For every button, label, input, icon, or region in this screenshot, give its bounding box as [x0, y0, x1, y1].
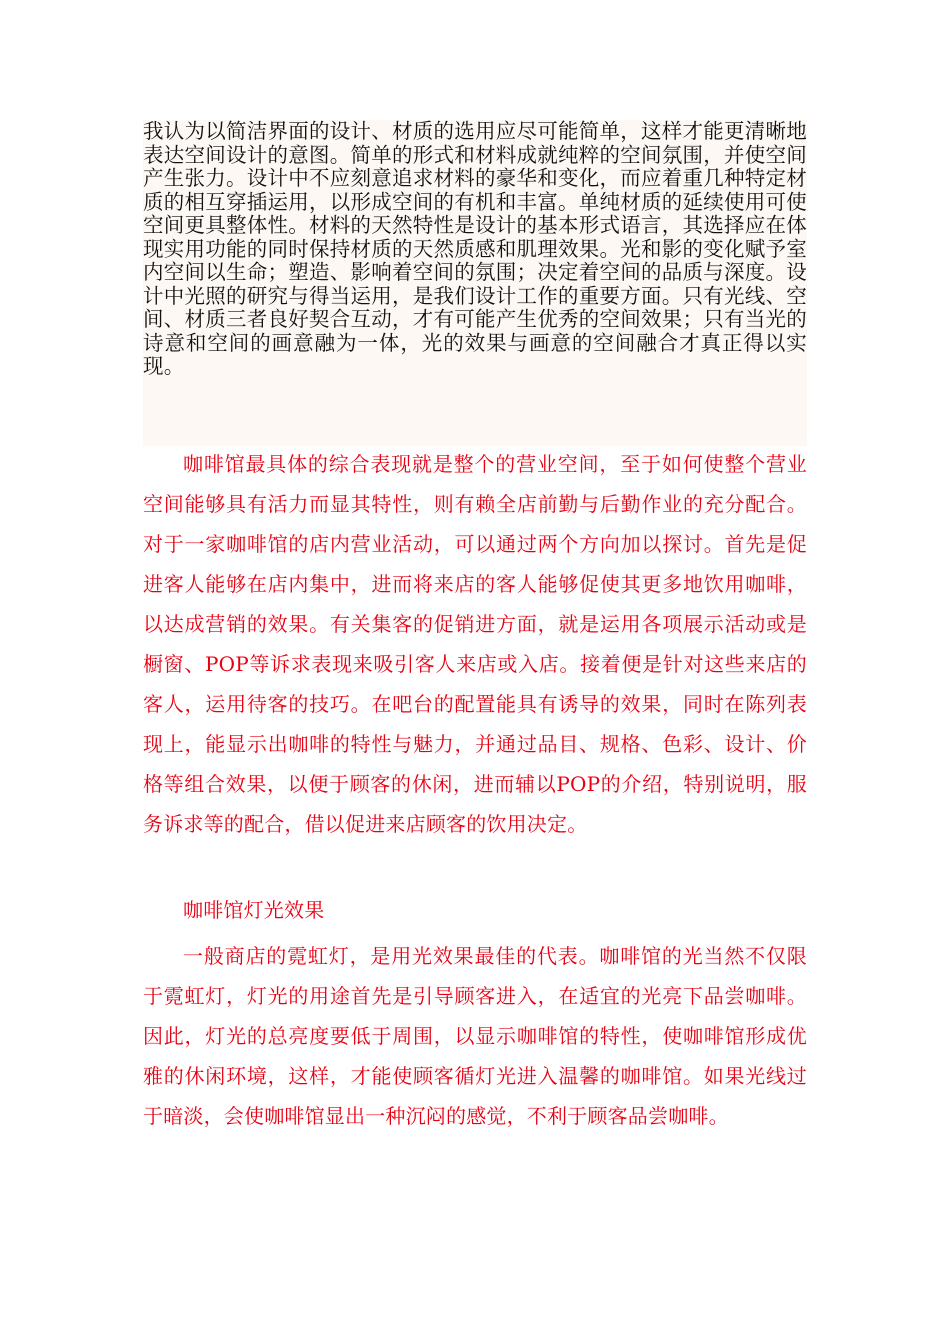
paragraph-space-design: 我认为以简洁界面的设计、材质的选用应尽可能简单，这样才能更清晰地表达空间设计的意图。简单的形式和材料成就纯粹的空间氛围，并使空间产生张力。设计中不应刻意追求材料的豪华和变化，而应着重几种特定材质的相互穿插运用，以形成空间的有机和丰富。单纯材质的延续使用可使空间更具整体性。材料的天然特性是设计的基本形式语言，其选择应在体现实用功能的同时保持材质的天然质感和肌理效果。光和影的变化赋予室内空间以生命；塑造、影响着空间的氛围；决定着空间的品质与深度。设计中光照的研究与得当运用，是我们设计工作的重要方面。只有光线、空间、材质三者良好契合互动，才有可能产生优秀的空间效果；只有当光的诗意和空间的画意融为一体，光的效果与画意的空间融合才真正得以实现。	[143, 119, 807, 378]
highlighted-text-block	[143, 120, 807, 446]
paragraph-cafe-lighting: 一般商店的霓虹灯，是用光效果最佳的代表。咖啡馆的光当然不仅限于霓虹灯，灯光的用途首先是引导顾客进入，在适宜的光亮下品尝咖啡。因此，灯光的总亮度要低于周围，以显示咖啡馆的特性，使咖啡馆形成优雅的休闲环境，这样，才能使顾客循灯光进入温馨的咖啡馆。如果光线过于暗淡，会使咖啡馆显出一种沉闷的感觉，不利于顾客品尝咖啡。	[143, 944, 807, 1128]
paragraph-cafe-business-space: 咖啡馆最具体的综合表现就是整个的营业空间，至于如何使整个营业空间能够具有活力而显其特性，则有赖全店前勤与后勤作业的充分配合。对于一家咖啡馆的店内营业活动，可以通过两个方向加以探讨。首先是促进客人能够在店内集中，进而将来店的客人能够促使其更多地饮用咖啡，以达成营销的效果。有关集客的促销进方面，就是运用各项展示活动或是橱窗、POP等诉求表现来吸引客人来店或入店。接着便是针对这些来店的客人，运用待客的技巧。在吧台的配置能具有诱导的效果，同时在陈列表现上，能显示出咖啡的特性与魅力，并通过品目、规格、色彩、设计、价格等组合效果，以便于顾客的休闲，进而辅以POP的介绍，特别说明，服务诉求等的配合，借以促进来店顾客的饮用决定。	[143, 452, 807, 836]
section-heading-cafe-lighting: 咖啡馆灯光效果	[183, 898, 325, 922]
